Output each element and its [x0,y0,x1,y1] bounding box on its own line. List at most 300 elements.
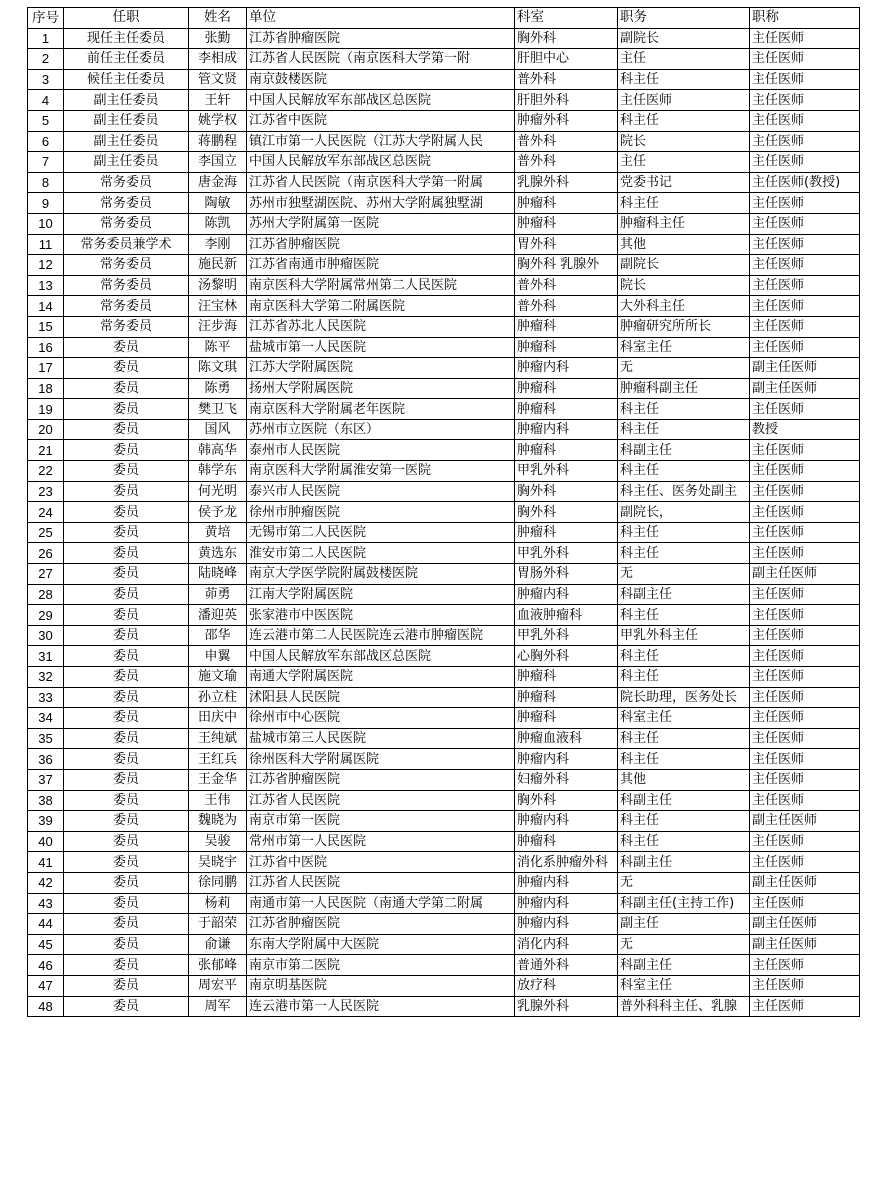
cell-role: 副主任委员 [64,110,189,131]
table-row [28,110,860,131]
cell-role: 委员 [64,584,189,605]
cell-title: 副主任医师 [750,358,860,379]
cell-pos: 主任 [618,152,750,173]
cell-role: 委员 [64,440,189,461]
cell-role: 委员 [64,522,189,543]
cell-num: 35 [28,728,64,749]
cell-pos: 科副主任 [618,790,750,811]
cell-name: 吴晓宇 [189,852,247,873]
cell-title: 主任医师 [750,708,860,729]
cell-unit: 淮安市第二人民医院 [247,543,515,564]
cell-role: 委员 [64,872,189,893]
cell-dept: 肿瘤科 [515,440,618,461]
cell-role: 候任主任委员 [64,69,189,90]
cell-dept: 肿瘤科 [515,831,618,852]
cell-name: 汤黎明 [189,275,247,296]
table-row [28,296,860,317]
cell-pos: 无 [618,934,750,955]
cell-num: 40 [28,831,64,852]
cell-title: 主任医师 [750,152,860,173]
cell-num: 2 [28,49,64,70]
cell-name: 陈平 [189,337,247,358]
cell-unit: 镇江市第一人民医院（江苏大学附属人民 [247,131,515,152]
cell-pos: 主任 [618,49,750,70]
cell-role: 委员 [64,358,189,379]
cell-dept: 肿瘤科 [515,399,618,420]
cell-num: 46 [28,955,64,976]
cell-unit: 连云港市第二人民医院连云港市肿瘤医院 [247,625,515,646]
cell-title: 副主任医师 [750,872,860,893]
cell-pos: 肿瘤科主任 [618,213,750,234]
cell-pos: 院长 [618,275,750,296]
cell-unit: 江苏省肿瘤医院 [247,769,515,790]
cell-num: 48 [28,996,64,1017]
cell-pos: 科室主任 [618,337,750,358]
cell-name: 陶敏 [189,193,247,214]
cell-name: 李相成 [189,49,247,70]
cell-name: 张郁峰 [189,955,247,976]
cell-name: 陈勇 [189,378,247,399]
cell-dept: 肿瘤科 [515,316,618,337]
header-dept: 科室 [515,8,618,29]
cell-num: 7 [28,152,64,173]
table-row [28,172,860,193]
cell-role: 委员 [64,337,189,358]
cell-role: 常务委员 [64,193,189,214]
table-row [28,522,860,543]
cell-pos: 其他 [618,769,750,790]
cell-name: 王伟 [189,790,247,811]
cell-num: 10 [28,213,64,234]
cell-name: 杨莉 [189,893,247,914]
cell-role: 委员 [64,975,189,996]
cell-role: 常务委员 [64,316,189,337]
cell-unit: 泰兴市人民医院 [247,481,515,502]
cell-title: 副主任医师 [750,934,860,955]
cell-dept: 妇瘤外科 [515,769,618,790]
cell-dept: 胸外科 [515,28,618,49]
cell-pos: 科主任 [618,749,750,770]
cell-dept: 肿瘤内科 [515,584,618,605]
cell-dept: 甲乳外科 [515,543,618,564]
table-row [28,769,860,790]
cell-name: 黄培 [189,522,247,543]
cell-num: 23 [28,481,64,502]
cell-role: 委员 [64,790,189,811]
cell-dept: 甲乳外科 [515,625,618,646]
cell-pos: 副院长 [618,28,750,49]
cell-num: 18 [28,378,64,399]
cell-role: 委员 [64,852,189,873]
cell-dept: 血液肿瘤科 [515,605,618,626]
cell-pos: 科主任 [618,667,750,688]
cell-dept: 肿瘤内科 [515,358,618,379]
cell-unit: 东南大学附属中大医院 [247,934,515,955]
cell-role: 常务委员 [64,213,189,234]
cell-title: 主任医师 [750,790,860,811]
committee-roster-table [27,7,860,1017]
table-row [28,440,860,461]
cell-dept: 胸外科 乳腺外 [515,255,618,276]
cell-role: 委员 [64,605,189,626]
table-row [28,90,860,111]
cell-name: 魏晓为 [189,811,247,832]
cell-num: 4 [28,90,64,111]
cell-dept: 肿瘤内科 [515,749,618,770]
cell-num: 33 [28,687,64,708]
cell-title: 主任医师 [750,769,860,790]
cell-unit: 南京医科大学附属淮安第一医院 [247,461,515,482]
cell-unit: 泰州市人民医院 [247,440,515,461]
cell-unit: 徐州市中心医院 [247,708,515,729]
cell-title: 主任医师 [750,646,860,667]
cell-role: 委员 [64,996,189,1017]
cell-role: 前任主任委员 [64,49,189,70]
cell-title: 主任医师 [750,28,860,49]
cell-title: 主任医师 [750,69,860,90]
cell-pos: 科主任 [618,193,750,214]
table-row [28,543,860,564]
cell-num: 38 [28,790,64,811]
cell-num: 25 [28,522,64,543]
cell-name: 茆勇 [189,584,247,605]
cell-dept: 乳腺外科 [515,172,618,193]
cell-unit: 苏州大学附属第一医院 [247,213,515,234]
cell-num: 27 [28,564,64,585]
cell-unit: 苏州市独墅湖医院、苏州大学附属独墅湖 [247,193,515,214]
cell-unit: 苏州市立医院（东区） [247,419,515,440]
cell-title: 主任医师 [750,255,860,276]
cell-dept: 胸外科 [515,790,618,811]
cell-name: 李国立 [189,152,247,173]
cell-num: 11 [28,234,64,255]
cell-pos: 无 [618,872,750,893]
cell-num: 9 [28,193,64,214]
header-role: 任职 [64,8,189,29]
cell-role: 委员 [64,378,189,399]
cell-dept: 普通外科 [515,955,618,976]
table-row [28,934,860,955]
cell-name: 田庆中 [189,708,247,729]
cell-dept: 胃肠外科 [515,564,618,585]
cell-role: 委员 [64,749,189,770]
cell-role: 委员 [64,934,189,955]
cell-dept: 普外科 [515,69,618,90]
cell-name: 黄选东 [189,543,247,564]
cell-title: 主任医师 [750,852,860,873]
table-row [28,419,860,440]
cell-pos: 科主任 [618,399,750,420]
cell-name: 樊卫飞 [189,399,247,420]
cell-pos: 科主任 [618,728,750,749]
cell-role: 委员 [64,955,189,976]
cell-num: 31 [28,646,64,667]
cell-unit: 沭阳县人民医院 [247,687,515,708]
cell-name: 于韶荣 [189,914,247,935]
cell-title: 主任医师 [750,131,860,152]
cell-dept: 肿瘤科 [515,337,618,358]
cell-unit: 无锡市第二人民医院 [247,522,515,543]
cell-role: 委员 [64,646,189,667]
table-row [28,255,860,276]
cell-num: 47 [28,975,64,996]
cell-pos: 科副主任 [618,584,750,605]
cell-dept: 肝胆中心 [515,49,618,70]
cell-title: 主任医师 [750,996,860,1017]
cell-unit: 江苏大学附属医院 [247,358,515,379]
cell-num: 1 [28,28,64,49]
cell-name: 管文贤 [189,69,247,90]
cell-unit: 南京鼓楼医院 [247,69,515,90]
cell-num: 13 [28,275,64,296]
cell-num: 8 [28,172,64,193]
cell-title: 主任医师 [750,110,860,131]
table-row [28,358,860,379]
cell-pos: 科室主任 [618,708,750,729]
cell-pos: 科主任 [618,461,750,482]
cell-pos: 甲乳外科主任 [618,625,750,646]
cell-role: 委员 [64,481,189,502]
cell-num: 17 [28,358,64,379]
cell-title: 主任医师 [750,296,860,317]
cell-pos: 肿瘤科副主任 [618,378,750,399]
cell-title: 主任医师 [750,275,860,296]
table-row [28,811,860,832]
cell-title: 主任医师 [750,975,860,996]
cell-title: 主任医师 [750,234,860,255]
cell-title: 主任医师 [750,49,860,70]
cell-dept: 放疗科 [515,975,618,996]
cell-num: 19 [28,399,64,420]
cell-dept: 肿瘤科 [515,667,618,688]
cell-title: 主任医师 [750,955,860,976]
cell-unit: 江苏省中医院 [247,852,515,873]
table-row [28,872,860,893]
cell-title: 副主任医师 [750,811,860,832]
cell-role: 常务委员 [64,296,189,317]
roster-body [28,8,860,1017]
cell-name: 邵华 [189,625,247,646]
cell-pos: 科副主任 [618,440,750,461]
cell-name: 汪宝林 [189,296,247,317]
cell-name: 李刚 [189,234,247,255]
cell-num: 20 [28,419,64,440]
table-row [28,605,860,626]
cell-role: 委员 [64,769,189,790]
table-row [28,749,860,770]
cell-num: 16 [28,337,64,358]
cell-role: 副主任委员 [64,90,189,111]
table-row [28,564,860,585]
cell-name: 施民新 [189,255,247,276]
cell-num: 21 [28,440,64,461]
cell-dept: 肿瘤科 [515,687,618,708]
cell-name: 周军 [189,996,247,1017]
cell-unit: 中国人民解放军东部战区总医院 [247,152,515,173]
cell-dept: 普外科 [515,275,618,296]
table-row [28,687,860,708]
cell-title: 副主任医师 [750,914,860,935]
cell-title: 主任医师 [750,667,860,688]
cell-dept: 肿瘤外科 [515,110,618,131]
table-row [28,69,860,90]
cell-num: 12 [28,255,64,276]
cell-unit: 徐州市肿瘤医院 [247,502,515,523]
cell-name: 吴骏 [189,831,247,852]
cell-unit: 江苏省肿瘤医院 [247,28,515,49]
header-pos: 职务 [618,8,750,29]
cell-num: 32 [28,667,64,688]
table-row [28,625,860,646]
cell-role: 委员 [64,687,189,708]
cell-pos: 无 [618,358,750,379]
header-num: 序号 [28,8,64,29]
table-row [28,378,860,399]
cell-name: 周宏平 [189,975,247,996]
cell-title: 主任医师 [750,728,860,749]
table-row [28,955,860,976]
cell-unit: 南京市第一医院 [247,811,515,832]
cell-num: 44 [28,914,64,935]
cell-title: 主任医师 [750,399,860,420]
cell-dept: 乳腺外科 [515,996,618,1017]
cell-role: 副主任委员 [64,131,189,152]
cell-dept: 胸外科 [515,502,618,523]
cell-num: 41 [28,852,64,873]
cell-dept: 普外科 [515,152,618,173]
table-row [28,914,860,935]
cell-unit: 盐城市第一人民医院 [247,337,515,358]
cell-num: 45 [28,934,64,955]
cell-pos: 副院长， [618,502,750,523]
cell-num: 26 [28,543,64,564]
table-row [28,316,860,337]
table-row [28,481,860,502]
cell-pos: 其他 [618,234,750,255]
cell-num: 42 [28,872,64,893]
cell-dept: 肿瘤科 [515,193,618,214]
cell-title: 主任医师 [750,481,860,502]
table-row [28,213,860,234]
cell-role: 常务委员兼学术 [64,234,189,255]
cell-role: 常务委员 [64,275,189,296]
cell-title: 副主任医师 [750,378,860,399]
cell-dept: 肿瘤科 [515,522,618,543]
cell-unit: 江苏省人民医院（南京医科大学第一附属 [247,172,515,193]
header-row [28,8,860,29]
cell-role: 常务委员 [64,255,189,276]
cell-name: 韩学东 [189,461,247,482]
cell-unit: 盐城市第三人民医院 [247,728,515,749]
cell-num: 22 [28,461,64,482]
cell-dept: 肿瘤科 [515,213,618,234]
cell-unit: 南通大学附属医院 [247,667,515,688]
header-title: 职称 [750,8,860,29]
cell-pos: 科主任 [618,811,750,832]
cell-unit: 江苏省人民医院 [247,872,515,893]
cell-title: 主任医师 [750,213,860,234]
cell-role: 常务委员 [64,172,189,193]
cell-pos: 副院长 [618,255,750,276]
cell-role: 委员 [64,831,189,852]
cell-role: 委员 [64,667,189,688]
cell-name: 蒋鹏程 [189,131,247,152]
cell-unit: 南京明基医院 [247,975,515,996]
cell-unit: 徐州医科大学附属医院 [247,749,515,770]
cell-unit: 南京医科大学附属常州第二人民医院 [247,275,515,296]
cell-name: 王纯斌 [189,728,247,749]
cell-role: 委员 [64,461,189,482]
cell-name: 侯予龙 [189,502,247,523]
cell-title: 主任医师 [750,831,860,852]
cell-dept: 肿瘤内科 [515,419,618,440]
cell-pos: 科副主任 [618,955,750,976]
cell-pos: 科主任 [618,69,750,90]
cell-unit: 扬州大学附属医院 [247,378,515,399]
table-row [28,831,860,852]
cell-unit: 南通市第一人民医院（南通大学第二附属 [247,893,515,914]
cell-title: 主任医师 [750,461,860,482]
cell-title: 主任医师 [750,440,860,461]
cell-dept: 肿瘤内科 [515,893,618,914]
cell-name: 施文瑜 [189,667,247,688]
cell-num: 14 [28,296,64,317]
cell-title: 副主任医师 [750,564,860,585]
table-row [28,152,860,173]
cell-dept: 普外科 [515,131,618,152]
cell-unit: 中国人民解放军东部战区总医院 [247,90,515,111]
cell-pos: 副主任 [618,914,750,935]
cell-num: 34 [28,708,64,729]
cell-unit: 江南大学附属医院 [247,584,515,605]
table-row [28,893,860,914]
table-row [28,234,860,255]
table-row [28,337,860,358]
cell-num: 3 [28,69,64,90]
cell-title: 主任医师 [750,90,860,111]
cell-unit: 江苏省人民医院 [247,790,515,811]
cell-pos: 院长 [618,131,750,152]
cell-pos: 科副主任 [618,852,750,873]
cell-dept: 肿瘤科 [515,708,618,729]
cell-role: 委员 [64,625,189,646]
cell-name: 王红兵 [189,749,247,770]
cell-dept: 肝胆外科 [515,90,618,111]
table-row [28,852,860,873]
cell-unit: 江苏省苏北人民医院 [247,316,515,337]
cell-title: 主任医师 [750,502,860,523]
table-row [28,667,860,688]
cell-dept: 消化内科 [515,934,618,955]
cell-name: 陈文琪 [189,358,247,379]
cell-name: 潘迎英 [189,605,247,626]
cell-pos: 大外科主任 [618,296,750,317]
cell-dept: 胸外科 [515,481,618,502]
cell-pos: 科副主任(主持工作) [618,893,750,914]
cell-name: 何光明 [189,481,247,502]
cell-dept: 肿瘤内科 [515,872,618,893]
cell-pos: 普外科科主任、乳腺 [618,996,750,1017]
cell-role: 委员 [64,543,189,564]
cell-pos: 肿瘤研究所所长 [618,316,750,337]
cell-unit: 江苏省人民医院（南京医科大学第一附 [247,49,515,70]
cell-title: 主任医师 [750,625,860,646]
table-row [28,49,860,70]
table-row [28,996,860,1017]
cell-role: 委员 [64,419,189,440]
cell-num: 36 [28,749,64,770]
cell-title: 主任医师 [750,605,860,626]
